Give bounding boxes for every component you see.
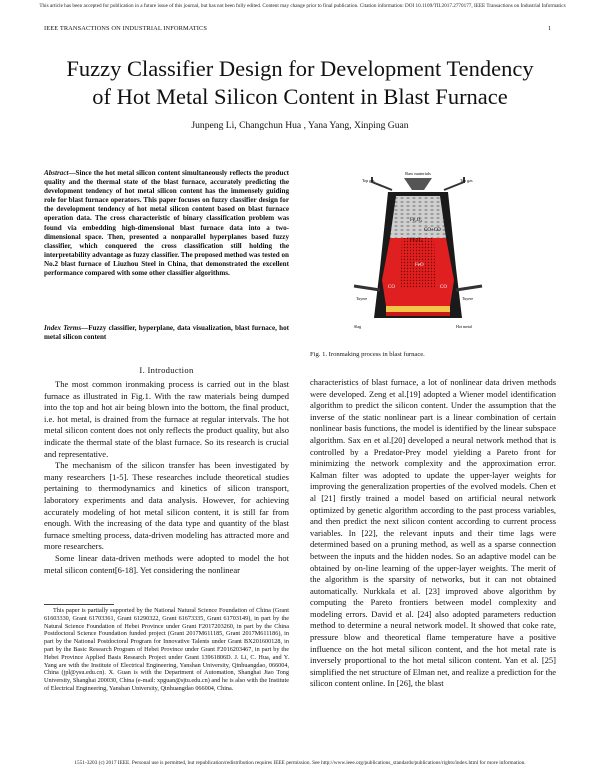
bottom-notice: 1551-3203 (c) 2017 IEEE. Personal use is permitted, but republication/redistribution requires IEEE permission. See http://www.ieee.org/publications_standards/publications/rights/index.html for more information.: [74, 760, 526, 766]
top-notice: This article has been accepted for publication in a future issue of this journal, but has not been fully edited. Content may change prior to final publication. Citation information: DOI 10.1109/TII.2017.2770177, IEEE Transactions on Industrial Informatics: [39, 3, 566, 9]
footnote: This paper is partially supported by the National Natural Science Foundation of China (Grant 61603330, Grant 61703361, Grant 61290322, Grant 61673335, Grant 61703149), in part by the Natural Science Foundation of Hebei Province under Grant F2017203260, in part by the China Postdoctoral Science Foundation funded project (Grant 2017M611185, Grant 2017M611186), in part by the National Postdoctoral Program for Innovative Talents under Grant BX201600128, in part by the Basic Research Program of Hebei Province under Grant F2016203467, in part by the Hebei Province Applied Basis Research Project under Grant 13961806D. J. Li, C. Hua, and Y. Yang are with the Institute of Electrical Engineering, Yanshan University, Qinhuangdao, 066004, China (jpl@ysu.edu.cn). X. Guan is with the Department of Automation, Shanghai Jiao Tong University, Shanghai 200030, China (e-mail: xpguan@sjtu.edu.cn) and he is also with the Institute of Electrical Engineering, Yanshan University, Qinhuangdao 066004, China.: [44, 607, 289, 692]
paper-title: [40, 55, 560, 111]
hot-metal-layer: [386, 312, 450, 316]
label-co-right: CO: [440, 285, 447, 290]
label-tuyere-left: Tuyere: [356, 296, 368, 301]
tuyere-right: [456, 286, 482, 290]
figure-caption: Fig. 1. Ironmaking process in blast furnace.: [310, 351, 425, 358]
left-column-body: [44, 379, 289, 576]
abstract: [44, 169, 289, 278]
label-co-co: CO+CO: [424, 228, 441, 233]
title-line-1: Fuzzy Classifier Design for Development Tendency: [66, 56, 534, 81]
section-heading: I. Introduction: [139, 365, 194, 375]
paragraph: The most common ironmaking process is carried out in the blast furnace as illustrated in Fig.1. With the raw materials being dumped into the top and hot air being blown into the bottom, the final product, i.e. hot metal, is drained from the furnace at regular intervals. The hot metal silicon content does not only reflects the product quality, but also indicate the thermal state of the blast furnace. So its research is crucial and representative.: [44, 379, 289, 459]
index-terms-lead: Index Terms: [44, 324, 82, 332]
label-fe3o4: Fe₃O₄: [410, 238, 423, 243]
abstract-text: —Since the hot metal silicon content simultaneously reflects the product quality and the thermal state of the blast furnace, accurately predicting the development tendency of hot metal silicon content has the immensely guiding role for blast furnace operators. This paper focuses on fuzzy classifier design for the development tendency of hot metal silicon content based on blast furnace operation data. The cross characteristic of binary classification problem was found via embedding high-dimensional blast furnace data into a two-dimensional space. Then, presented a nonparallel hyperplanes based fuzzy classifier, which conquered the cross classification still holding the interpretability advantage as fuzzy classifier. The proposed method was tested on No.2 blast furnace of Liuzhou Steel in China, that demonstrated the excellent performance compared with some other classifier algorithms.: [44, 169, 289, 278]
authors: Junpeng Li, Changchun Hua , Yana Yang, Xinping Guan: [191, 120, 409, 131]
label-slag: Slag: [354, 324, 362, 329]
label-co-left: CO: [388, 285, 395, 290]
right-column-body: [310, 377, 556, 690]
running-header: IEEE TRANSACTIONS ON INDUSTRIAL INFORMATICS: [44, 25, 208, 32]
slag-layer: [386, 306, 450, 312]
label-fe2o3: Fe₂O₃: [410, 218, 423, 223]
paragraph: Some linear data-driven methods were adopted to model the hot metal silicon content[6-18]. Yet considering the nonlinear: [44, 552, 289, 575]
footnote-rule: [44, 604, 114, 605]
index-terms-text: —Fuzzy classifier, hyperplane, data visualization, blast furnace, hot metal silicon content: [44, 324, 289, 342]
tuyere-left: [354, 286, 380, 290]
abstract-lead: Abstract: [44, 169, 69, 177]
paragraph: characteristics of blast furnace, a lot of nonlinear data driven methods were developed. Zeng et al.[19] adopted a Wiener model identification algorithm to predict the silicon content. Under the assumption that the inverse of the static nonlinear part is a linear combination of certain nonlinear basis functions, the model is identified by the linear subspace algorithm. Sax en et al.[20] developed a neural network method that is controlled by a Predator-Prey model yielding a Pareto front for minimizing the network complexity and the approximation error. Kalman filter was adopted to update the upper-layer weights for improving the generalization properties of the evolved models. Chen et al [21] firstly trained a model based on artificial neural network optimized by genetic algorithm according to the past process variables, and then predict the next silicon content according to current process variables. In [22], the relevant inputs and their time lags were determined based on a pruning method, as well as a sparse connection between the inputs and the hidden nodes. So an adaptive model can be obtained by on-line learning of the upper-layer weights. The merit of the algorithm is the sparsity of networks, but it can not obtained automatically. Nurkkala et al. [23] improved above algorithm by computing the Pareto frontiers between model complexity and modeling errors. David et al. [24] also adopted parameters reduction method to determine a neural network model. It showed that coke rate, pressure blow and theoretical flame temperature have a positive influence on the hot metal silicon content, and the hot metal rate is inversely proportional to the hot metal silicon content. Yan et al. [25] simplified the net structure of Elman net, and realize a prediction for the silicon content online. In [26], the blast: [310, 377, 556, 689]
title-line-2: of Hot Metal Silicon Content in Blast Furnace: [92, 84, 508, 109]
paragraph: The mechanism of the silicon transfer has been investigated by many researchers [1-5]. These researches include theoretical studies pertaining to thermodynamics and kinetics of silicon transport, laboratory experiments and data analysis. However, for achieving accurately modeling of hot metal silicon content, it is still far from enough. With the increasing of the data type and quantity of the blast furnace smelting process, data-driven modeling has attracted more and more researchers.: [44, 460, 289, 552]
index-terms: [44, 324, 289, 342]
label-feo: FeO: [415, 263, 424, 268]
label-top-gas-left: Top gas: [362, 178, 375, 183]
top-gas-pipe-left: [372, 177, 392, 190]
label-hot-metal: Hot metal: [456, 324, 472, 329]
blast-furnace-figure: [352, 168, 484, 346]
label-top-gas-right: Top gas: [460, 178, 473, 183]
label-raw-materials: Raw materials: [405, 171, 431, 176]
page-number: 1: [548, 25, 552, 32]
label-tuyere-right: Tuyere: [462, 296, 474, 301]
hopper: [404, 178, 432, 190]
